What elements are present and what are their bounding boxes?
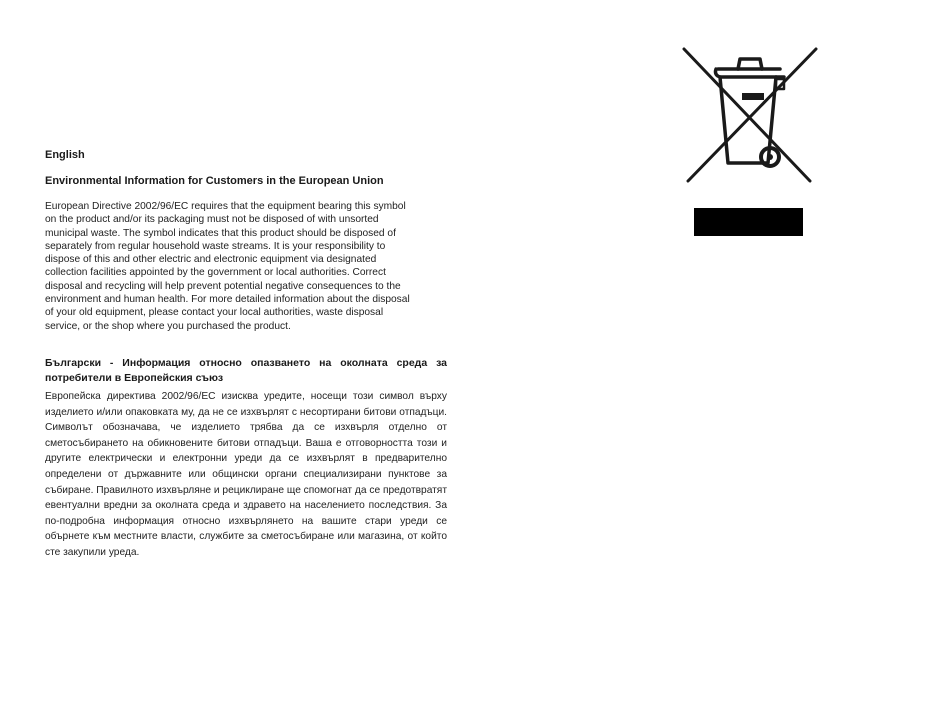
black-bar [694, 208, 803, 236]
english-body-line: on the product and/or its packaging must not be disposed of with unsorted [45, 214, 379, 226]
english-body-line: environment and human health. For more detailed information about the disposal [45, 294, 410, 306]
english-body-line: service, or the shop where you purchased the product. [45, 320, 291, 332]
english-language-heading: English [45, 149, 85, 161]
english-body-line: European Directive 2002/96/EC requires that the equipment bearing this symbol [45, 201, 406, 212]
crossed-out-wheelie-bin-icon [680, 45, 820, 185]
english-body-line: of your old equipment, please contact your local authorities, waste disposal [45, 307, 384, 319]
english-body-line: municipal waste. The symbol indicates that this product should be disposed of [45, 227, 396, 239]
english-body-line: collection facilities appointed by the government or local authorities. Correct [45, 267, 386, 279]
bulgarian-body: Европейска директива 2002/96/EC изисква уредите, носещи този символ върху изделието и/или опаковката му, да не се изхвърлят с несортирани битови отпадъци. Символът обозначава, че изделието трябва да се изхвърля отделно от сметосъбирането на обикновените битови отпадъци. Ваша е отговорността този и другите електрически и електронни уреди да се изхвърлят в предварително определени от държавните или общински органи специализирани пунктове за събиране. Правилното изхвърляне и рециклиране ще спомогнат да се предотвратят евентуални вредни за околната среда и здравето на населението последствия. За по-подробна информация относно изхвърлянето на вашите стари уреди се обърнете към местните власти, службите за сметосъбиране или магазина, от който сте закупили уреда. [45, 391, 447, 558]
english-body-line: disposal and recycling will help prevent potential negative consequences to the [45, 280, 401, 292]
english-body-line: separately from regular household waste streams. It is your responsibility to [45, 240, 386, 252]
english-body-line: dispose of this and other electric and electronic equipment via designated [45, 254, 377, 266]
english-body [45, 200, 455, 333]
bulgarian-section-title: Български - Информация относно опазването на околната среда за потребители в Европейския съюз [45, 357, 447, 384]
english-section-title: Environmental Information for Customers in the European Union [45, 175, 384, 187]
